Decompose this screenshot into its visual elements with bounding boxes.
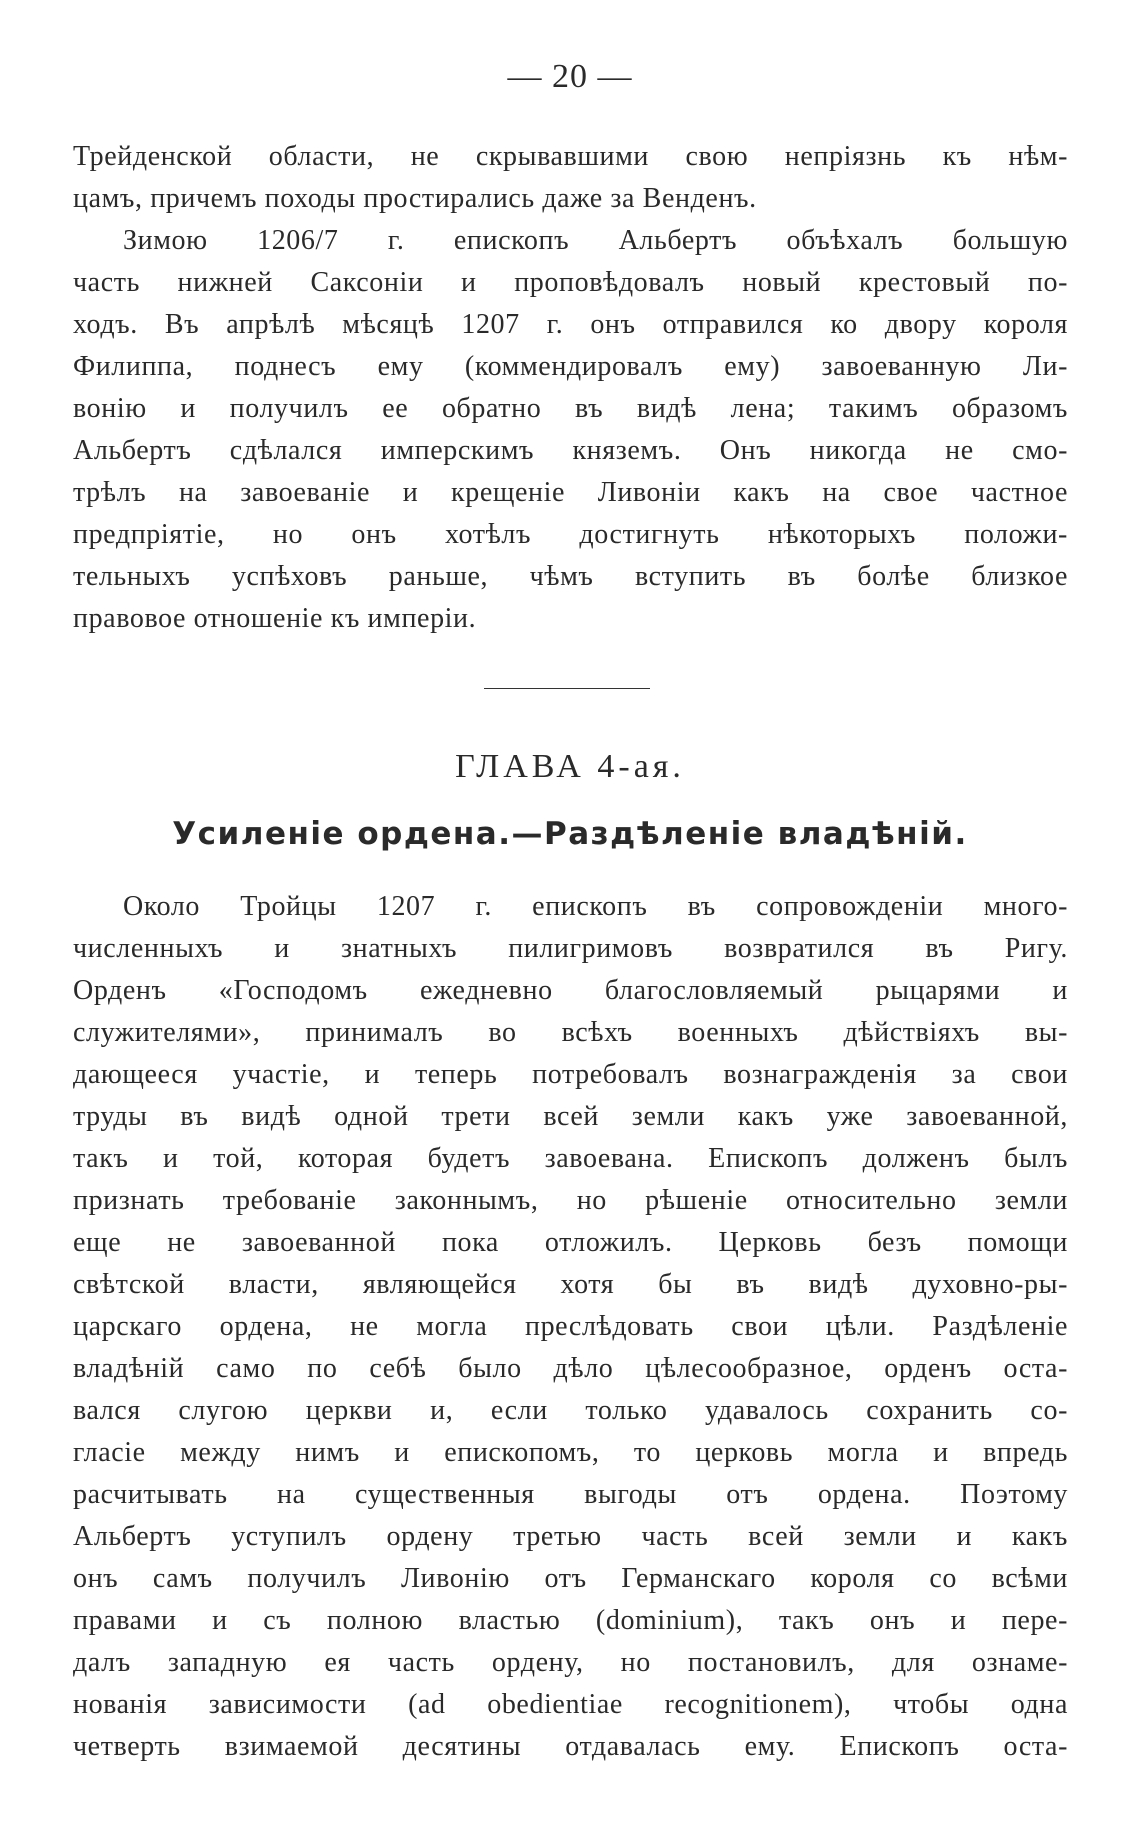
text-line: правовое отношеніе къ имперіи.	[73, 603, 477, 634]
text-line: вался слугою церкви и, если только удавалось сохранить со-	[73, 1395, 1068, 1426]
text-line: Орденъ «Господомъ ежедневно благословляемый рыцарями и	[73, 975, 1068, 1006]
text-line: признать требованіе законнымъ, но рѣшеніе относительно земли	[73, 1185, 1068, 1216]
text-line: цамъ, причемъ походы простирались даже за Венденъ.	[73, 183, 757, 214]
text-line: Трейденской области, не скрывавшими свою непріязнь къ нѣм-	[73, 141, 1068, 172]
text-line: Альбертъ уступилъ ордену третью часть всей земли и какъ	[73, 1521, 1068, 1552]
paragraph-1	[73, 136, 1068, 640]
page-number: — 20 —	[507, 58, 633, 95]
chapter-title: Усиленіе ордена.—Раздѣленіе владѣній.	[172, 816, 968, 852]
text-line: свѣтской власти, являющейся хотя бы въ видѣ духовно-ры-	[73, 1269, 1068, 1300]
text-line: труды въ видѣ одной трети всей земли какъ уже завоеванной,	[73, 1101, 1068, 1132]
text-line: ходъ. Въ апрѣлѣ мѣсяцѣ 1207 г. онъ отправился ко двору короля	[73, 309, 1068, 340]
text-line: правами и съ полною властью (dominium), такъ онъ и пере-	[73, 1605, 1068, 1636]
text-line: такъ и той, которая будетъ завоевана. Епископъ долженъ былъ	[73, 1143, 1068, 1174]
section-divider	[484, 688, 650, 689]
text-line: служителями», принималъ во всѣхъ военныхъ дѣйствіяхъ вы-	[73, 1017, 1068, 1048]
text-line: еще не завоеванной пока отложилъ. Церковь безъ помощи	[73, 1227, 1068, 1258]
text-line: расчитывать на существенныя выгоды отъ ордена. Поэтому	[73, 1479, 1068, 1510]
text-line: трѣлъ на завоеваніе и крещеніе Ливоніи какъ на свое частное	[73, 477, 1068, 508]
text-line: царскаго ордена, не могла преслѣдовать свои цѣли. Раздѣленіе	[73, 1311, 1068, 1342]
text-line: дающееся участіе, и теперь потребовалъ вознагражденія за свои	[73, 1059, 1068, 1090]
chapter-heading: ГЛАВА 4-ая.	[455, 748, 685, 785]
text-line: Филиппа, поднесъ ему (коммендировалъ ему) завоеванную Ли-	[73, 351, 1068, 382]
text-line: далъ западную ея часть ордену, но постановилъ, для ознаме-	[73, 1647, 1068, 1678]
text-line: владѣній само по себѣ было дѣло цѣлесообразное, орденъ оста-	[73, 1353, 1068, 1384]
text-line: часть нижней Саксоніи и проповѣдовалъ новый крестовый по-	[73, 267, 1068, 298]
text-line: четверть взимаемой десятины отдавалась ему. Епископъ оста-	[73, 1731, 1068, 1762]
text-line: онъ самъ получилъ Ливонію отъ Германскаго короля со всѣми	[73, 1563, 1068, 1594]
paragraph-2	[73, 886, 1068, 1768]
text-line: гласіе между нимъ и епископомъ, то церковь могла и впредь	[73, 1437, 1068, 1468]
text-line: тельныхъ успѣховъ раньше, чѣмъ вступить въ болѣе близкое	[73, 561, 1068, 592]
text-line: численныхъ и знатныхъ пилигримовъ возвратился въ Ригу.	[73, 933, 1068, 964]
text-line: Зимою 1206/7 г. епископъ Альбертъ объѣхалъ большую	[123, 225, 1068, 256]
text-line: вонію и получилъ ее обратно въ видѣ лена; такимъ образомъ	[73, 393, 1068, 424]
text-line: нованія зависимости (ad obedientiae recognitionem), чтобы одна	[73, 1689, 1068, 1720]
text-line: Альбертъ сдѣлался имперскимъ княземъ. Онъ никогда не смо-	[73, 435, 1068, 466]
text-line: Около Тройцы 1207 г. епископъ въ сопровожденіи много-	[123, 891, 1068, 922]
text-line: предпріятіе, но онъ хотѣлъ достигнуть нѣкоторыхъ положи-	[73, 519, 1068, 550]
